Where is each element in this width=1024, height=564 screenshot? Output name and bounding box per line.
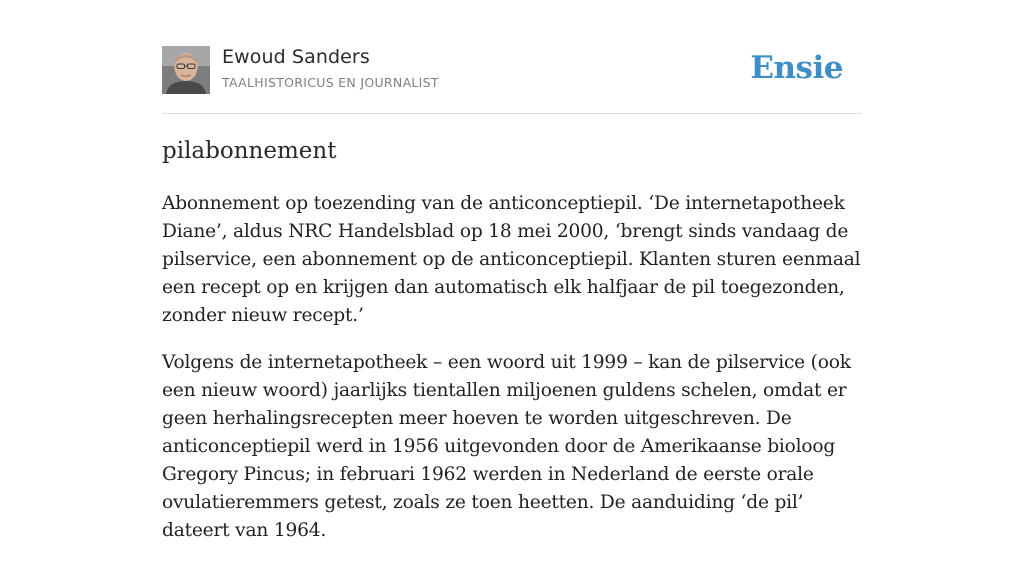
paragraph: Abonnement op toezending van de anticonceptiepil. ‘De internetapotheek Diane’, aldus NRC Handelsblad op 18 mei 2000, ‘brengt sinds vandaag de pilservice, een abonnement op de anticonceptiepil. Klanten sturen eenmaal een recept op en krijgen dan automatisch elk halfjaar de pil toegezonden, zonder nieuw recept.’ bbox=[162, 193, 861, 326]
header-divider bbox=[162, 113, 862, 114]
author-header bbox=[162, 46, 862, 96]
article-body bbox=[162, 190, 862, 564]
page-title: pilabonnement bbox=[162, 138, 337, 164]
author-avatar[interactable] bbox=[162, 46, 210, 94]
author-role: TAALHISTORICUS EN JOURNALIST bbox=[222, 75, 439, 90]
author-name[interactable]: Ewoud Sanders bbox=[222, 46, 370, 68]
author-photo-icon bbox=[162, 46, 210, 94]
brand-logo[interactable]: Ensie bbox=[750, 50, 843, 86]
paragraph: Volgens de internetapotheek – een woord uit 1999 – kan de pilservice (ook een nieuw woord) jaarlijks tientallen miljoenen guldens schelen, omdat er geen herhalingsrecepten meer hoeven te worden uitgeschreven. De anticonceptiepil werd in 1956 uitgevonden door de Amerikaanse bioloog Gregory Pincus; in februari 1962 werden in Nederland de eerste orale ovulatieremmers getest, zoals ze toen heetten. De aanduiding ‘de pil’ dateert van 1964. bbox=[162, 352, 851, 541]
